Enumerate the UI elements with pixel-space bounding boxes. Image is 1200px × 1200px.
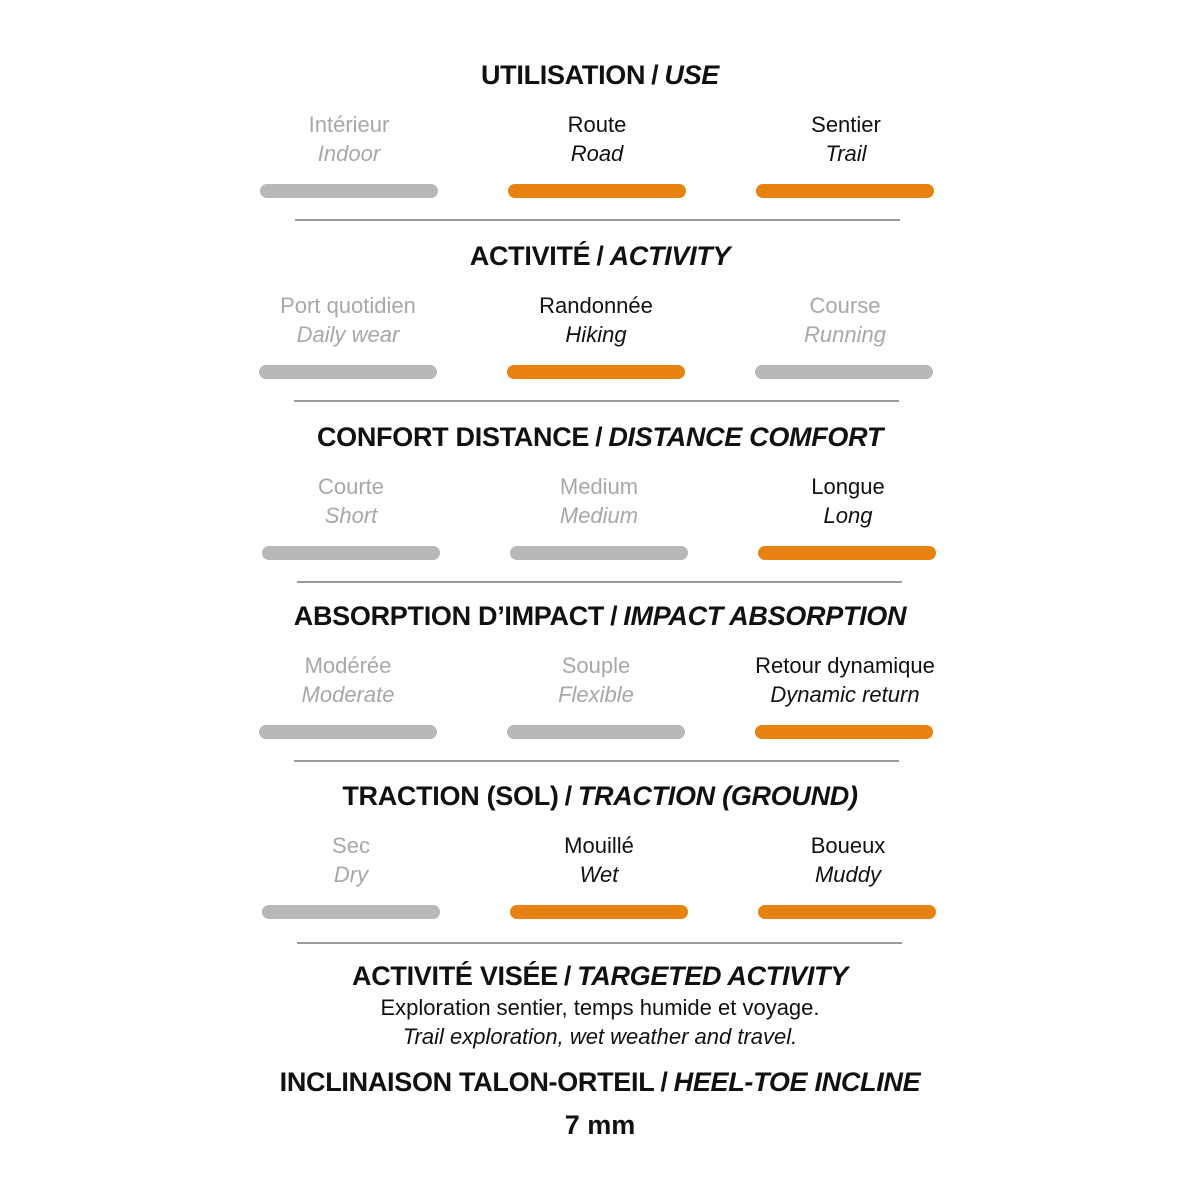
title-separator: / bbox=[651, 60, 659, 90]
rating-bar-medium bbox=[510, 546, 688, 560]
option-road bbox=[472, 110, 722, 168]
option-flexible bbox=[471, 651, 721, 709]
option-label-fr: Intérieur bbox=[308, 112, 390, 137]
option-label-fr: Medium bbox=[559, 474, 639, 499]
option-dynamic-return bbox=[720, 651, 970, 709]
section-title-activity bbox=[0, 239, 1200, 273]
rating-bar-dry bbox=[262, 905, 440, 919]
option-label-fr: Courte bbox=[317, 474, 385, 499]
section-divider bbox=[297, 942, 902, 944]
rating-bar-long bbox=[758, 546, 936, 560]
option-trail bbox=[721, 110, 971, 168]
option-label-en: Flexible bbox=[558, 682, 634, 707]
option-label-fr: Boueux bbox=[810, 833, 886, 858]
targeted-activity-text-en: Trail exploration, wet weather and travel. bbox=[402, 1024, 798, 1049]
title-separator: / bbox=[595, 422, 603, 452]
option-label-en: Dry bbox=[333, 862, 369, 887]
section-divider bbox=[294, 760, 899, 762]
section-title-fr: INCLINAISON TALON-ORTEIL bbox=[279, 1067, 655, 1097]
option-label-fr: Course bbox=[809, 293, 881, 318]
section-title-en: USE bbox=[664, 60, 719, 90]
option-label-en: Medium bbox=[559, 503, 639, 528]
targeted-activity-text-fr: Exploration sentier, temps humide et voyage. bbox=[380, 995, 820, 1020]
option-label-fr: Sec bbox=[332, 833, 370, 858]
section-divider bbox=[294, 400, 899, 402]
section-title-fr: ACTIVITÉ bbox=[469, 241, 591, 271]
section-divider bbox=[295, 219, 900, 221]
section-title-fr: UTILISATION bbox=[480, 60, 646, 90]
option-muddy bbox=[723, 831, 973, 889]
option-label-en: Running bbox=[804, 322, 886, 347]
section-title-impact-absorption bbox=[0, 599, 1200, 633]
option-label-fr: Souple bbox=[561, 653, 631, 678]
section-title-fr: ACTIVITÉ VISÉE bbox=[352, 961, 558, 991]
option-label-fr: Longue bbox=[811, 474, 885, 499]
rating-bar-short bbox=[262, 546, 440, 560]
section-title-en: TRACTION (GROUND) bbox=[577, 781, 858, 811]
title-separator: / bbox=[596, 241, 604, 271]
section-title-en: DISTANCE COMFORT bbox=[608, 422, 884, 452]
option-label-en: Muddy bbox=[814, 862, 882, 887]
option-label-en: Long bbox=[823, 503, 873, 528]
option-short bbox=[226, 472, 476, 530]
option-label-en: Daily wear bbox=[296, 322, 400, 347]
section-title-en: ACTIVITY bbox=[609, 241, 731, 271]
section-title-fr: ABSORPTION D’IMPACT bbox=[293, 601, 605, 631]
option-medium bbox=[474, 472, 724, 530]
rating-bar-dynamic-return bbox=[755, 725, 933, 739]
option-moderate bbox=[223, 651, 473, 709]
option-label-fr: Randonnée bbox=[539, 293, 653, 318]
section-title-use bbox=[0, 58, 1200, 92]
option-dry bbox=[226, 831, 476, 889]
option-label-fr: Retour dynamique bbox=[755, 653, 935, 678]
rating-bar-hiking bbox=[507, 365, 685, 379]
option-label-en: Wet bbox=[579, 862, 619, 887]
option-indoor bbox=[224, 110, 474, 168]
section-title-en: IMPACT ABSORPTION bbox=[623, 601, 907, 631]
option-wet bbox=[474, 831, 724, 889]
rating-bar-indoor bbox=[260, 184, 438, 198]
title-separator: / bbox=[610, 601, 618, 631]
rating-bar-wet bbox=[510, 905, 688, 919]
title-separator: / bbox=[563, 961, 572, 991]
option-label-en: Trail bbox=[825, 141, 867, 166]
section-title-traction bbox=[0, 779, 1200, 813]
section-title-en: TARGETED ACTIVITY bbox=[577, 961, 848, 991]
section-title-heel-toe-incline bbox=[0, 1065, 1200, 1099]
option-label-en: Dynamic return bbox=[770, 682, 920, 707]
option-label-fr: Port quotidien bbox=[280, 293, 416, 318]
title-separator: / bbox=[564, 781, 572, 811]
section-title-fr: TRACTION (SOL) bbox=[342, 781, 559, 811]
option-running bbox=[720, 291, 970, 349]
section-title-fr: CONFORT DISTANCE bbox=[316, 422, 590, 452]
option-label-en: Hiking bbox=[565, 322, 627, 347]
option-label-fr: Modérée bbox=[304, 653, 392, 678]
option-label-en: Moderate bbox=[301, 682, 395, 707]
option-daily-wear bbox=[223, 291, 473, 349]
section-title-en: HEEL-TOE INCLINE bbox=[673, 1067, 921, 1097]
title-separator: / bbox=[660, 1067, 668, 1097]
section-divider bbox=[297, 581, 902, 583]
rating-bar-muddy bbox=[758, 905, 936, 919]
section-title-targeted-activity bbox=[0, 959, 1200, 993]
option-label-fr: Route bbox=[567, 112, 627, 137]
rating-bar-daily-wear bbox=[259, 365, 437, 379]
heel-toe-incline-value: 7 mm bbox=[564, 1110, 636, 1140]
rating-bar-flexible bbox=[507, 725, 685, 739]
option-label-en: Indoor bbox=[317, 141, 381, 166]
option-long bbox=[723, 472, 973, 530]
rating-bar-road bbox=[508, 184, 686, 198]
option-hiking bbox=[471, 291, 721, 349]
option-label-fr: Mouillé bbox=[564, 833, 634, 858]
option-label-en: Short bbox=[324, 503, 378, 528]
rating-bar-moderate bbox=[259, 725, 437, 739]
rating-bar-running bbox=[755, 365, 933, 379]
option-label-en: Road bbox=[570, 141, 624, 166]
section-title-distance-comfort bbox=[0, 420, 1200, 454]
option-label-fr: Sentier bbox=[811, 112, 881, 137]
rating-bar-trail bbox=[756, 184, 934, 198]
